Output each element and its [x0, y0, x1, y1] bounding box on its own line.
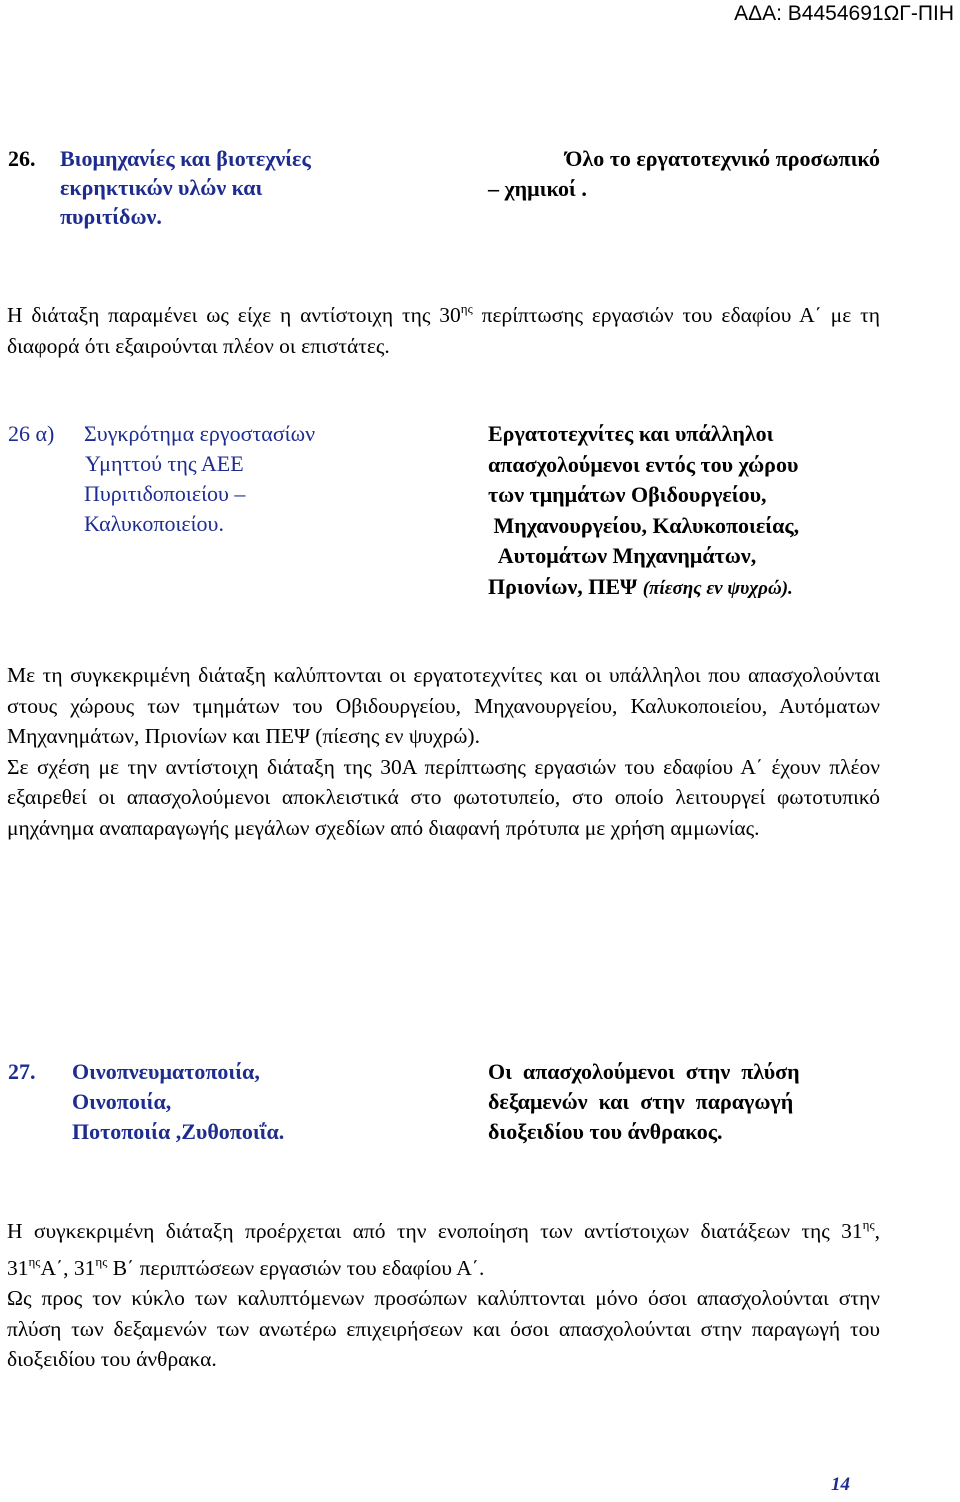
item-26a-number: 26 α)	[8, 421, 55, 446]
paragraph-26-note	[7, 294, 880, 361]
paragraph-27-p1-a: Η συγκεκριμένη διάταξη προέρχεται από την ενοποίηση των αντίστοιχων διατάξεων της 31	[7, 1219, 863, 1243]
item-26a-personnel-italic: (πίεσης εν ψυχρώ).	[642, 577, 793, 599]
item-26a-personnel	[488, 419, 880, 604]
item-27-personnel-line: διοξειδίου του άνθρακος.	[488, 1119, 723, 1144]
paragraph-27-sup: ης	[95, 1253, 108, 1269]
item-26a-personnel-line: απασχολούμενοι εντός του χώρου	[488, 451, 799, 477]
item-26-personnel-line: – χημικοί .	[488, 175, 587, 201]
item-27-number: 27.	[8, 1059, 36, 1084]
item-26a-sector-line: Καλυκοποιείου.	[84, 511, 224, 536]
item-26-sector	[60, 144, 311, 231]
paragraph-27-p1	[7, 1210, 880, 1283]
paragraph-27-note	[7, 1210, 880, 1375]
item-27-sector-line: Ποτοποιία ,Ζυθοποιΐα.	[72, 1119, 285, 1144]
page-number: 14	[831, 1474, 850, 1495]
item-26a-personnel-last-line	[488, 572, 880, 605]
item-26-personnel	[488, 144, 880, 203]
item-26a-personnel-line: Αυτομάτων Μηχανημάτων,	[488, 543, 757, 568]
item-26a-personnel-line: Εργατοτεχνίτες και υπάλληλοι	[488, 421, 774, 446]
paragraph-27-p2: Ως προς τον κύκλο των καλυπτόμενων προσώπων καλύπτονται μόνο όσοι απασχολούνται στην πλύση των δεξαμενών των ανωτέρω επιχειρήσεων και όσοι απασχολούνται στην παραγωγή του διοξειδίου του άνθρακα.	[7, 1286, 880, 1371]
item-27-sector-line: Οινοποιία,	[72, 1089, 172, 1114]
item-26a-sector-line: Συγκρότημα εργοστασίων	[84, 421, 316, 446]
item-27-personnel	[488, 1057, 880, 1147]
item-26-personnel-line: Όλο το εργατοτεχνικό προσωπικό	[565, 146, 880, 171]
item-27-sector-line: Οινοπνευματοποιία,	[72, 1059, 260, 1084]
item-26-sector-line: εκρηκτικών υλών και	[60, 175, 263, 200]
paragraph-27-sup: ης	[862, 1217, 875, 1232]
item-26a-sector	[84, 419, 315, 539]
ada-code: ΑΔΑ: Β4454691ΩΓ-ΠΙΗ	[734, 2, 954, 25]
paragraph-26a-p2: Σε σχέση με την αντίστοιχη διάταξη της 30Α περίπτωσης εργασιών του εδαφίου Α΄ έχουν πλέον εξαιρεθεί οι απασχολούμενοι αποκλειστικά στο φωτοτυπείο, στο οποίο λειτουργεί φωτοτυπικό μηχάνημα αναπαραγωγής μεγάλων σχεδίων από διαφανή πρότυπα με χρήση αμμωνίας.	[7, 754, 880, 840]
item-26a-sector-line: Πυριτιδοποιείου –	[84, 481, 246, 506]
item-26a-personnel-line: των τμημάτων Οβιδουργείου,	[488, 482, 767, 507]
paragraph-27-p1-c: Α΄, 31	[40, 1255, 96, 1280]
item-26-number: 26.	[8, 146, 36, 171]
paragraph-26-text-a: Η διάταξη παραμένει ως είχε η αντίστοιχη της 30	[7, 303, 461, 327]
item-26a-personnel-line: Πριονίων, ΠΕΨ	[488, 573, 643, 599]
paragraph-27-p1-d: Β΄ περιπτώσεων εργασιών του εδαφίου Α΄.	[107, 1255, 485, 1280]
paragraph-26a-note	[7, 660, 880, 843]
item-27-sector	[72, 1057, 284, 1147]
item-26a-sector-line: Υμηττού της ΑΕΕ	[85, 451, 244, 476]
paragraph-26-sup: ης	[460, 301, 473, 316]
paragraph-26a-p1: Με τη συγκεκριμένη διάταξη καλύπτονται οι εργατοτεχνίτες και οι υπάλληλοι που απασχολούνται στους χώρους των τμημάτων του Οβιδουργείου, Μηχανουργείου, Καλυκοποιείου, Αυτόματων Μηχανημάτων, Πριονίων και ΠΕΨ (πίεσης εν ψυχρώ).	[7, 663, 880, 748]
item-26a-personnel-line: Μηχανουργείου, Καλυκοποιείας,	[488, 512, 800, 538]
paragraph-27-sup: ης	[28, 1253, 41, 1269]
item-26-sector-line: Βιομηχανίες και βιοτεχνίες	[60, 146, 311, 171]
paragraph-27-p1-b: , 31	[7, 1219, 880, 1280]
item-26-sector-line: πυριτίδων.	[60, 204, 162, 229]
item-27-personnel-line: Οι απασχολούμενοι στην πλύση	[488, 1059, 800, 1084]
item-27-personnel-line: δεξαμενών και στην παραγωγή	[488, 1089, 794, 1114]
paragraph-26-text-b: περίπτωσης εργασιών του εδαφίου Α΄ με τη διαφορά ότι εξαιρούνται πλέον οι επιστάτες.	[7, 303, 880, 358]
